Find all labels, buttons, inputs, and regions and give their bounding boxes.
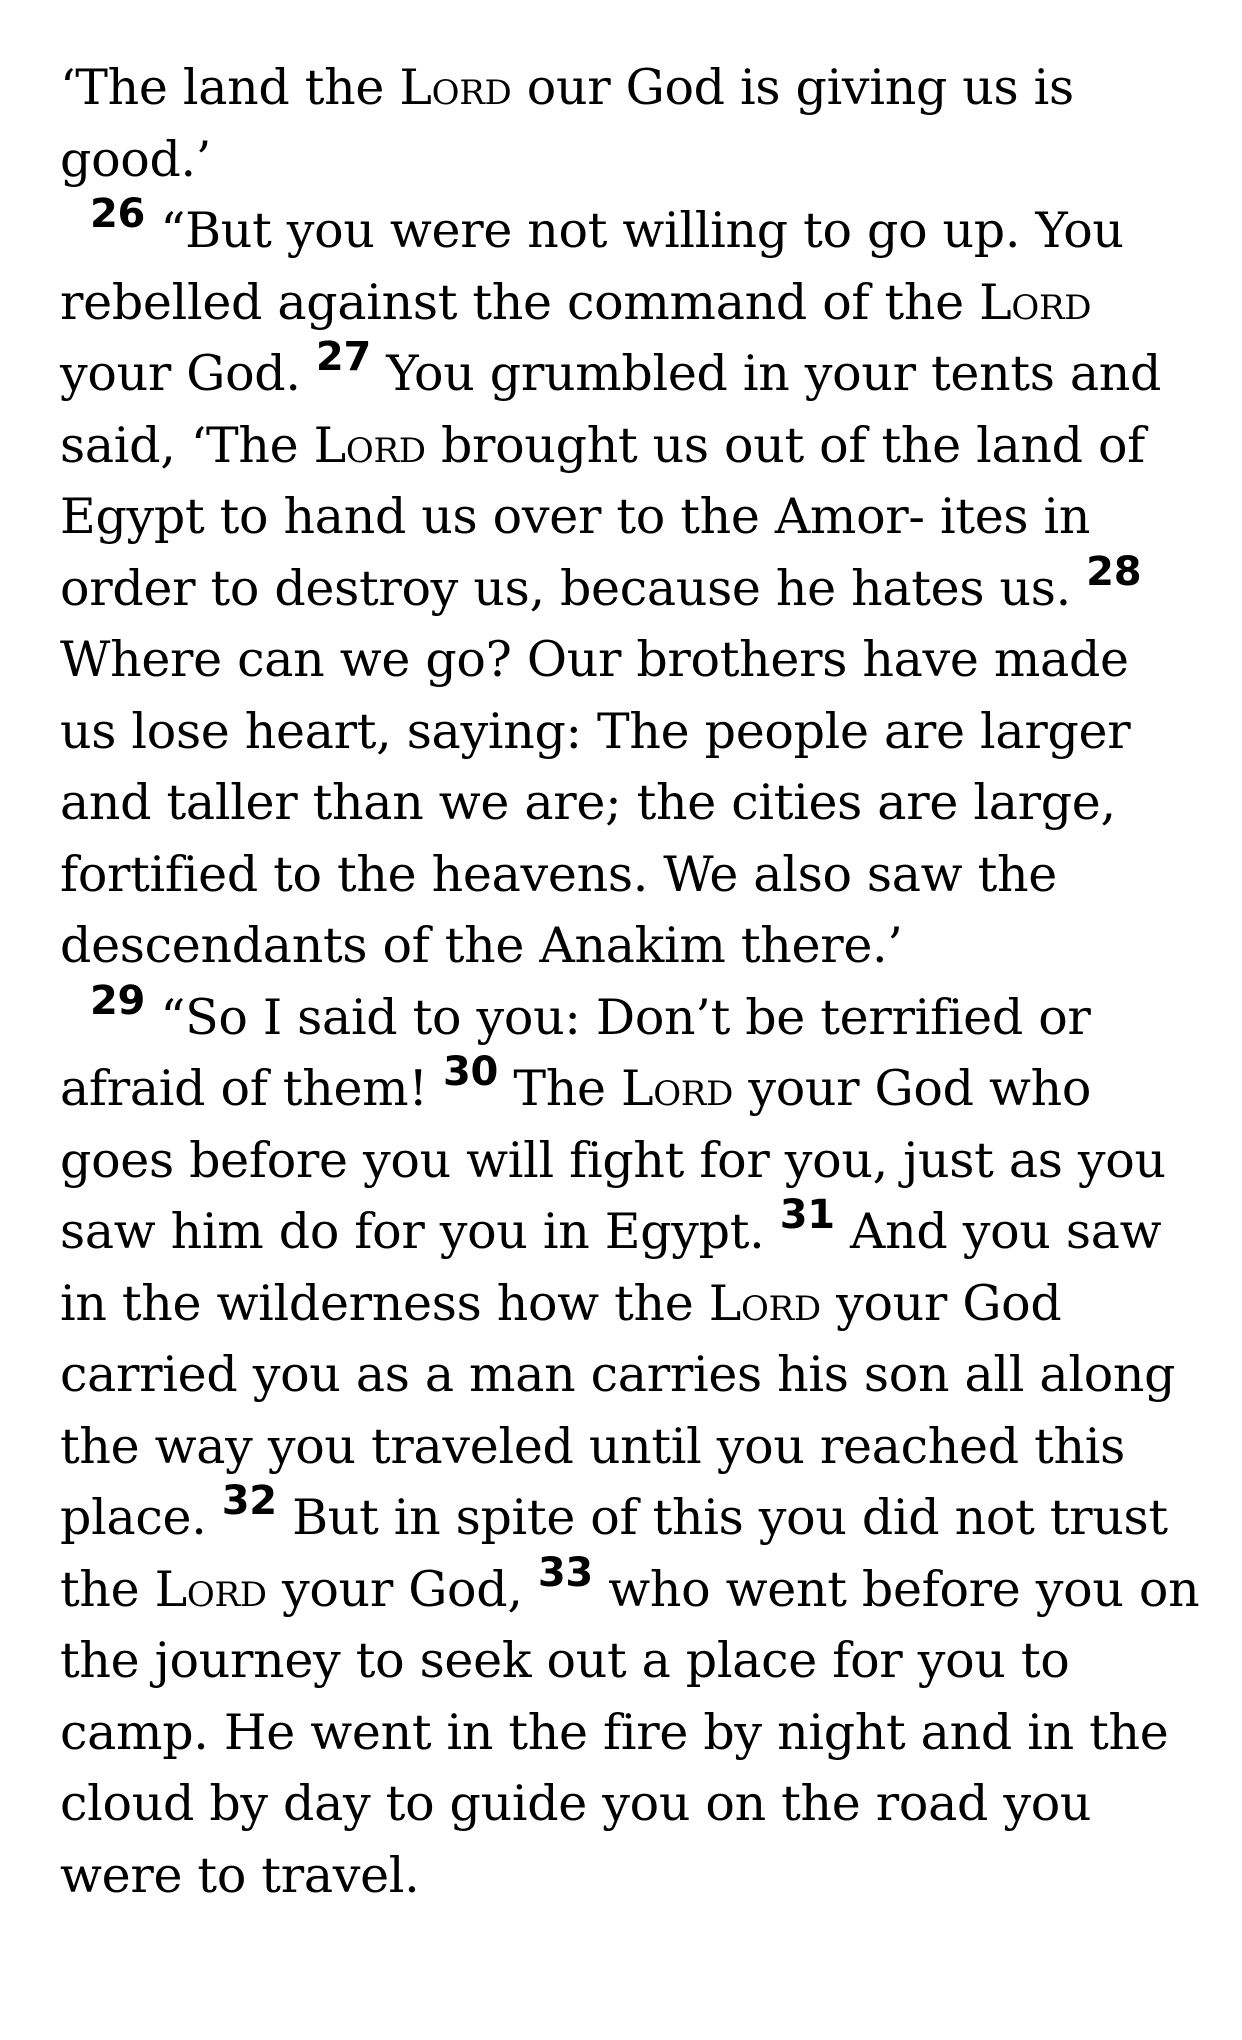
scripture-reader — [60, 52, 1200, 1911]
verse-number-26[interactable]: 26 — [90, 191, 146, 237]
divine-name: Lord — [620, 1060, 734, 1117]
verse-number-33[interactable]: 33 — [537, 1549, 593, 1596]
verse-text: your God carried you as a man carries his son all along the way you traveled until you reached this place. — [60, 1274, 1176, 1546]
verse-text: The — [498, 1060, 621, 1117]
verse-number-32[interactable]: 32 — [221, 1478, 277, 1524]
paragraph-3 — [60, 977, 1200, 1912]
divine-name: Lord — [708, 1274, 821, 1332]
paragraph-2 — [60, 191, 1200, 982]
verse-text: Where can we go? Our brothers have made us lose heart, saying: The people are larger and taller than we are; the cities are large, fortified to the heavens. We also saw the descendants of the Anakim there.’ — [60, 631, 1131, 974]
verse-text: our God is giving us is good.’ — [60, 59, 1074, 188]
verse-text: brought us out of the land of Egypt to hand us over to the Amor- ites in order to destroy us, because he hates us. — [60, 416, 1145, 617]
verse-text: But in spite of this you did not trust the — [60, 1489, 1168, 1618]
verse-number-28[interactable]: 28 — [1086, 548, 1142, 595]
verse-number-31[interactable]: 31 — [779, 1192, 835, 1238]
divine-name: Lord — [399, 59, 512, 116]
paragraph-1 — [60, 52, 1200, 195]
verse-number-30[interactable]: 30 — [443, 1049, 499, 1095]
divine-name: Lord — [154, 1560, 267, 1618]
verse-text: your God, — [266, 1560, 538, 1618]
verse-text: “So I said to you: Don’t be terrified or afraid of them! — [60, 988, 1091, 1117]
verse-text: your God who goes before you will fight for you, just as you saw him do for you in Egypt. — [60, 1060, 1166, 1260]
divine-name: Lord — [313, 416, 426, 474]
verse-text: You grumbled in your tents and said, ‘The — [60, 345, 1162, 474]
verse-text: “But you were not willing to go up. You rebelled against the command of the — [60, 202, 1124, 331]
verse-number-29[interactable]: 29 — [90, 977, 146, 1024]
verse-number-27[interactable]: 27 — [315, 334, 371, 380]
divine-name: Lord — [979, 273, 1092, 331]
verse-text: ‘The land the — [60, 59, 400, 116]
verse-text: your God. — [60, 345, 316, 402]
verse-text: And you saw in the wilderness how the — [60, 1203, 1162, 1332]
verse-text: who went before you on the journey to seek out a place for you to camp. He went in the fire by night and in the cloud by day to guide you on the road you were to travel. — [60, 1560, 1200, 1904]
